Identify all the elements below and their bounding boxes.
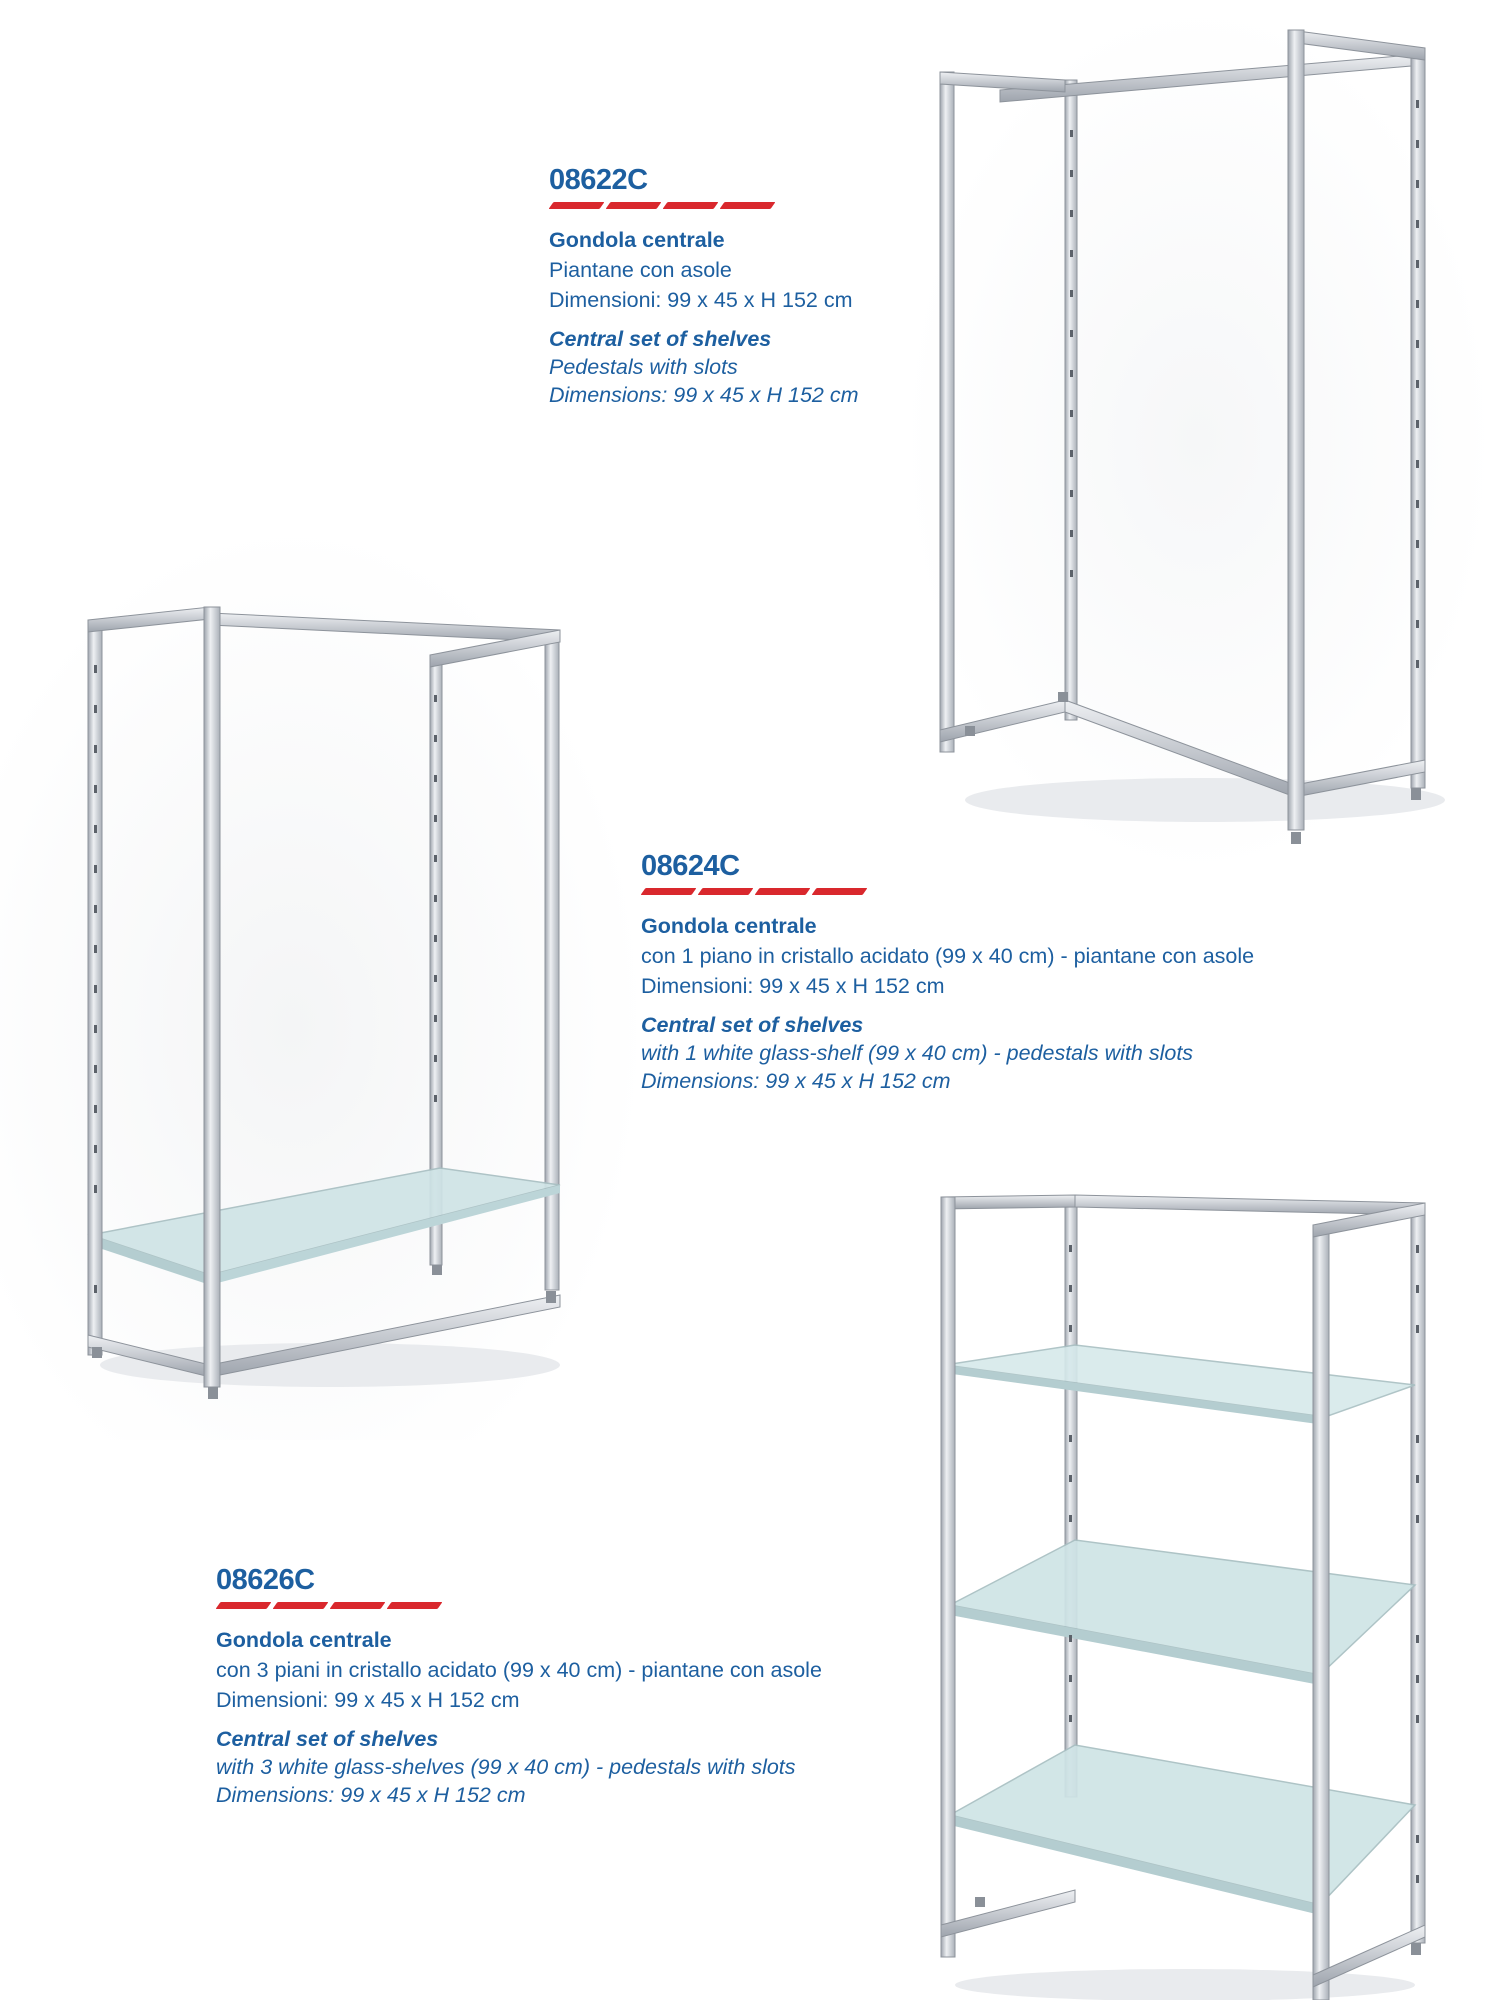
english-description: Pedestals with slots [549, 355, 738, 379]
italian-description: con 3 piani in cristallo acidato (99 x 40 cm) - piantane con asole [216, 1658, 822, 1682]
english-dimensions: Dimensions: 99 x 45 x H 152 cm [549, 383, 859, 407]
product-08622C [549, 162, 859, 409]
product-code: 08622C [549, 164, 648, 196]
frame-three-shelves-icon [935, 1185, 1435, 2000]
italian-dimensions: Dimensioni: 99 x 45 x H 152 cm [641, 974, 945, 998]
red-dash-divider [643, 888, 1254, 895]
product-code: 08626C [216, 1564, 315, 1596]
italian-title: Gondola centrale [641, 914, 817, 938]
italian-dimensions: Dimensioni: 99 x 45 x H 152 cm [216, 1688, 520, 1712]
product-code: 08624C [641, 850, 740, 882]
red-dash-divider [218, 1602, 822, 1609]
italian-title: Gondola centrale [216, 1628, 392, 1652]
frame-one-shelf-icon [70, 585, 590, 1415]
english-dimensions: Dimensions: 99 x 45 x H 152 cm [641, 1069, 951, 1093]
red-dash-divider [551, 202, 859, 209]
empty-frame-icon [925, 20, 1445, 850]
english-title: Central set of shelves [216, 1727, 439, 1751]
english-title: Central set of shelves [549, 327, 772, 351]
italian-title: Gondola centrale [549, 228, 725, 252]
english-dimensions: Dimensions: 99 x 45 x H 152 cm [216, 1783, 526, 1807]
product-08626C [216, 1562, 822, 1809]
english-title: Central set of shelves [641, 1013, 864, 1037]
italian-description: Piantane con asole [549, 258, 732, 282]
italian-description: con 1 piano in cristallo acidato (99 x 40 cm) - piantane con asole [641, 944, 1255, 968]
english-description: with 3 white glass-shelves (99 x 40 cm) - pedestals with slots [216, 1755, 796, 1779]
italian-dimensions: Dimensioni: 99 x 45 x H 152 cm [549, 288, 853, 312]
english-description: with 1 white glass-shelf (99 x 40 cm) - pedestals with slots [641, 1041, 1194, 1065]
product-08624C [641, 848, 1254, 1095]
